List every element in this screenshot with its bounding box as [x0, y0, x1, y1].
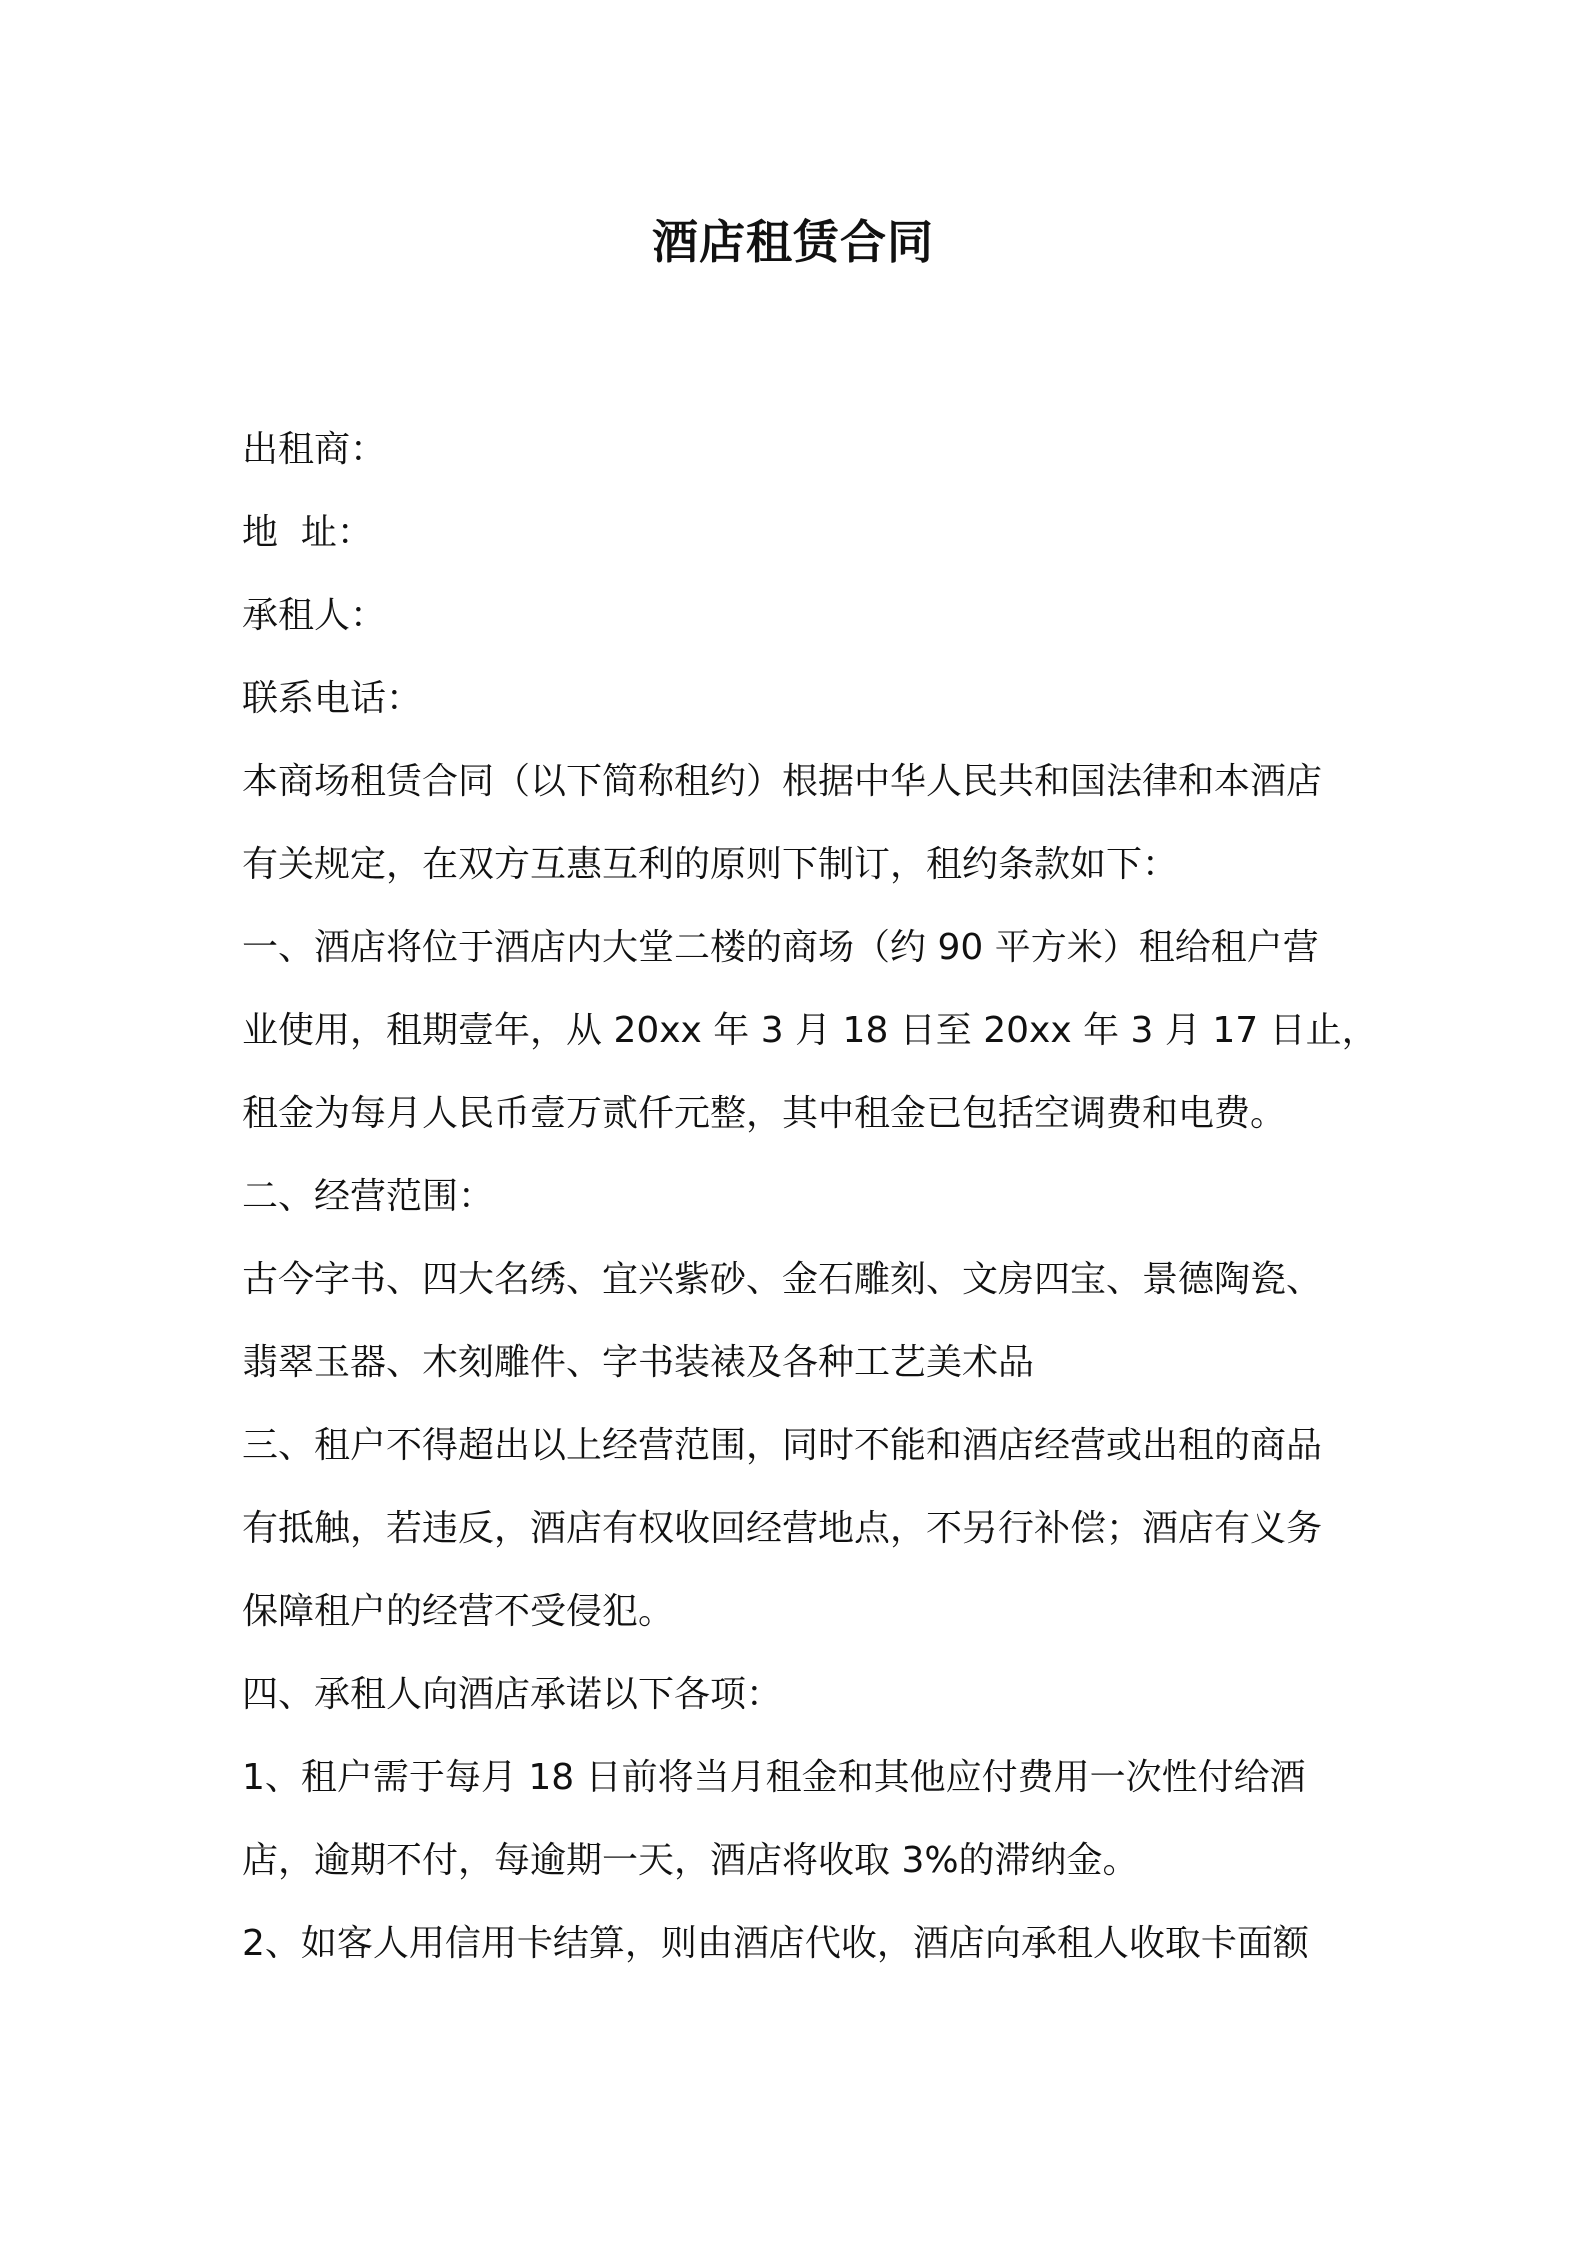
clause-2-heading: 二、经营范围：	[242, 1176, 495, 1217]
clause-4-item-1-line-2: 店，逾期不付，每逾期一天，酒店将收取 3%的滞纳金。	[242, 1840, 1139, 1881]
clause-1-line-1: 一、酒店将位于酒店内大堂二楼的商场（约 90 平方米）租给租户营	[242, 927, 1319, 968]
lessor-field: 出租商：	[242, 429, 387, 470]
clause-3-line-3: 保障租户的经营不受侵犯。	[242, 1591, 675, 1632]
lessee-field: 承租人：	[242, 595, 387, 636]
clause-2-line-1: 古今字书、四大名绣、宜兴紫砂、金石雕刻、文房四宝、景德陶瓷、	[242, 1259, 1323, 1300]
clause-4-item-1-line-1: 1、租户需于每月 18 日前将当月租金和其他应付费用一次性付给酒	[242, 1757, 1306, 1798]
document-body	[242, 408, 1378, 1985]
clause-4-heading: 四、承租人向酒店承诺以下各项：	[242, 1674, 783, 1715]
clause-3-line-1: 三、租户不得超出以上经营范围，同时不能和酒店经营或出租的商品	[242, 1425, 1323, 1466]
paragraph-intro-line-2: 有关规定，在双方互惠互利的原则下制订，租约条款如下：	[242, 844, 1179, 885]
address-field: 地 址：	[242, 512, 373, 553]
clause-1-line-2: 业使用，租期壹年，从 20xx 年 3 月 18 日至 20xx 年 3 月 17 日止，	[242, 1010, 1378, 1051]
clause-2-line-2: 翡翠玉器、木刻雕件、字书装裱及各种工艺美术品	[242, 1342, 1035, 1383]
document-title: 酒店租赁合同	[652, 215, 934, 269]
clause-1-line-3: 租金为每月人民币壹万贰仟元整，其中租金已包括空调费和电费。	[242, 1093, 1287, 1134]
clause-3-line-2: 有抵触，若违反，酒店有权收回经营地点，不另行补偿；酒店有义务	[242, 1508, 1323, 1549]
phone-field: 联系电话：	[242, 678, 423, 719]
clause-4-item-2-line-1: 2、如客人用信用卡结算，则由酒店代收，酒店向承租人收取卡面额	[242, 1923, 1309, 1964]
paragraph-intro-line-1: 本商场租赁合同（以下简称租约）根据中华人民共和国法律和本酒店	[242, 761, 1323, 802]
